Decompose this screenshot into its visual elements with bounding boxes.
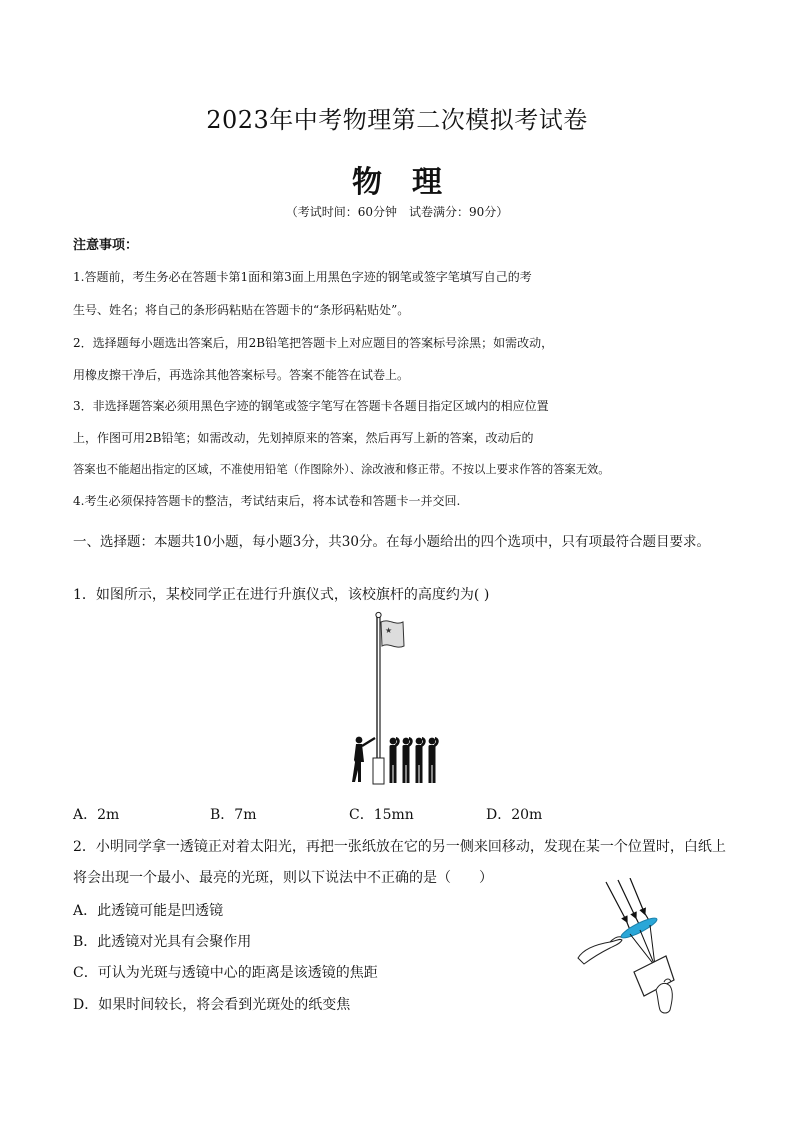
- note-line: 3．非选择题答案必须用黑色字迹的钢笔或签字笔写在答题卡各题目指定区域内的相应位置: [73, 399, 549, 413]
- q2-option-a: A．此透镜可能是凹透镜: [73, 903, 224, 919]
- question-2-stem-line2: 将会出现一个最小、最亮的光斑，则以下说法中不正确的是（ ）: [73, 870, 493, 886]
- q1-option-b: B．7m: [210, 807, 257, 823]
- q1-option-a: A．2m: [73, 807, 120, 823]
- note-line: 1.答题前，考生务必在答题卡第1面和第3面上用黑色字迹的钢笔或签字笔填写自己的考: [73, 270, 532, 284]
- notes-title: 注意事项：: [73, 238, 139, 253]
- subject-heading: 物理: [352, 165, 472, 200]
- note-line: 用橡皮擦干净后，再选涂其他答案标号。答案不能答在试卷上。: [73, 368, 410, 382]
- note-line: 答案也不能超出指定的区域，不准使用铅笔（作图除外）、涂改液和修正带。不按以上要求作答的答案无效。: [73, 463, 610, 476]
- note-line: 生号、姓名；将自己的条形码粘贴在答题卡的“条形码粘贴处”。: [73, 303, 410, 317]
- q2-option-d: D．如果时间较长，将会看到光斑处的纸变焦: [73, 997, 351, 1013]
- note-line: 上，作图可用2B铅笔；如需改动，先划掉原来的答案，然后再写上新的答案，改动后的: [73, 431, 534, 445]
- question-2-stem-line1: 2．小明同学拿一透镜正对着太阳光，再把一张纸放在它的另一侧来回移动，发现在某一个位置时，白纸上: [73, 839, 726, 855]
- flag-ceremony-figure: [345, 610, 445, 790]
- q2-option-b: B．此透镜对光具有会聚作用: [73, 934, 252, 950]
- note-line: 2．选择题每小题选出答案后，用2B铅笔把答题卡上对应题目的答案标号涂黑；如需改动，: [73, 336, 554, 350]
- exam-title: 2023年中考物理第二次模拟考试卷: [206, 106, 588, 134]
- question-1-stem: 1．如图所示，某校同学正在进行升旗仪式，该校旗杆的高度约为( ): [73, 587, 490, 603]
- note-line: 4.考生必须保持答题卡的整洁，考试结束后，将本试卷和答题卡一并交回.: [73, 494, 461, 508]
- lens-focus-figure: [574, 878, 684, 1018]
- exam-meta: （考试时间：60分钟 试卷满分：90分）: [285, 205, 509, 219]
- q1-option-c: C．15mn: [349, 807, 414, 823]
- q2-option-c: C．可认为光斑与透镜中心的距离是该透镜的焦距: [73, 965, 378, 981]
- section-heading: 一、选择题：本题共10小题，每小题3分，共30分。在每小题给出的四个选项中，只有项最符合题目要求。: [73, 534, 710, 550]
- q1-option-d: D．20m: [486, 807, 543, 823]
- svg-text:★: ★: [385, 626, 393, 635]
